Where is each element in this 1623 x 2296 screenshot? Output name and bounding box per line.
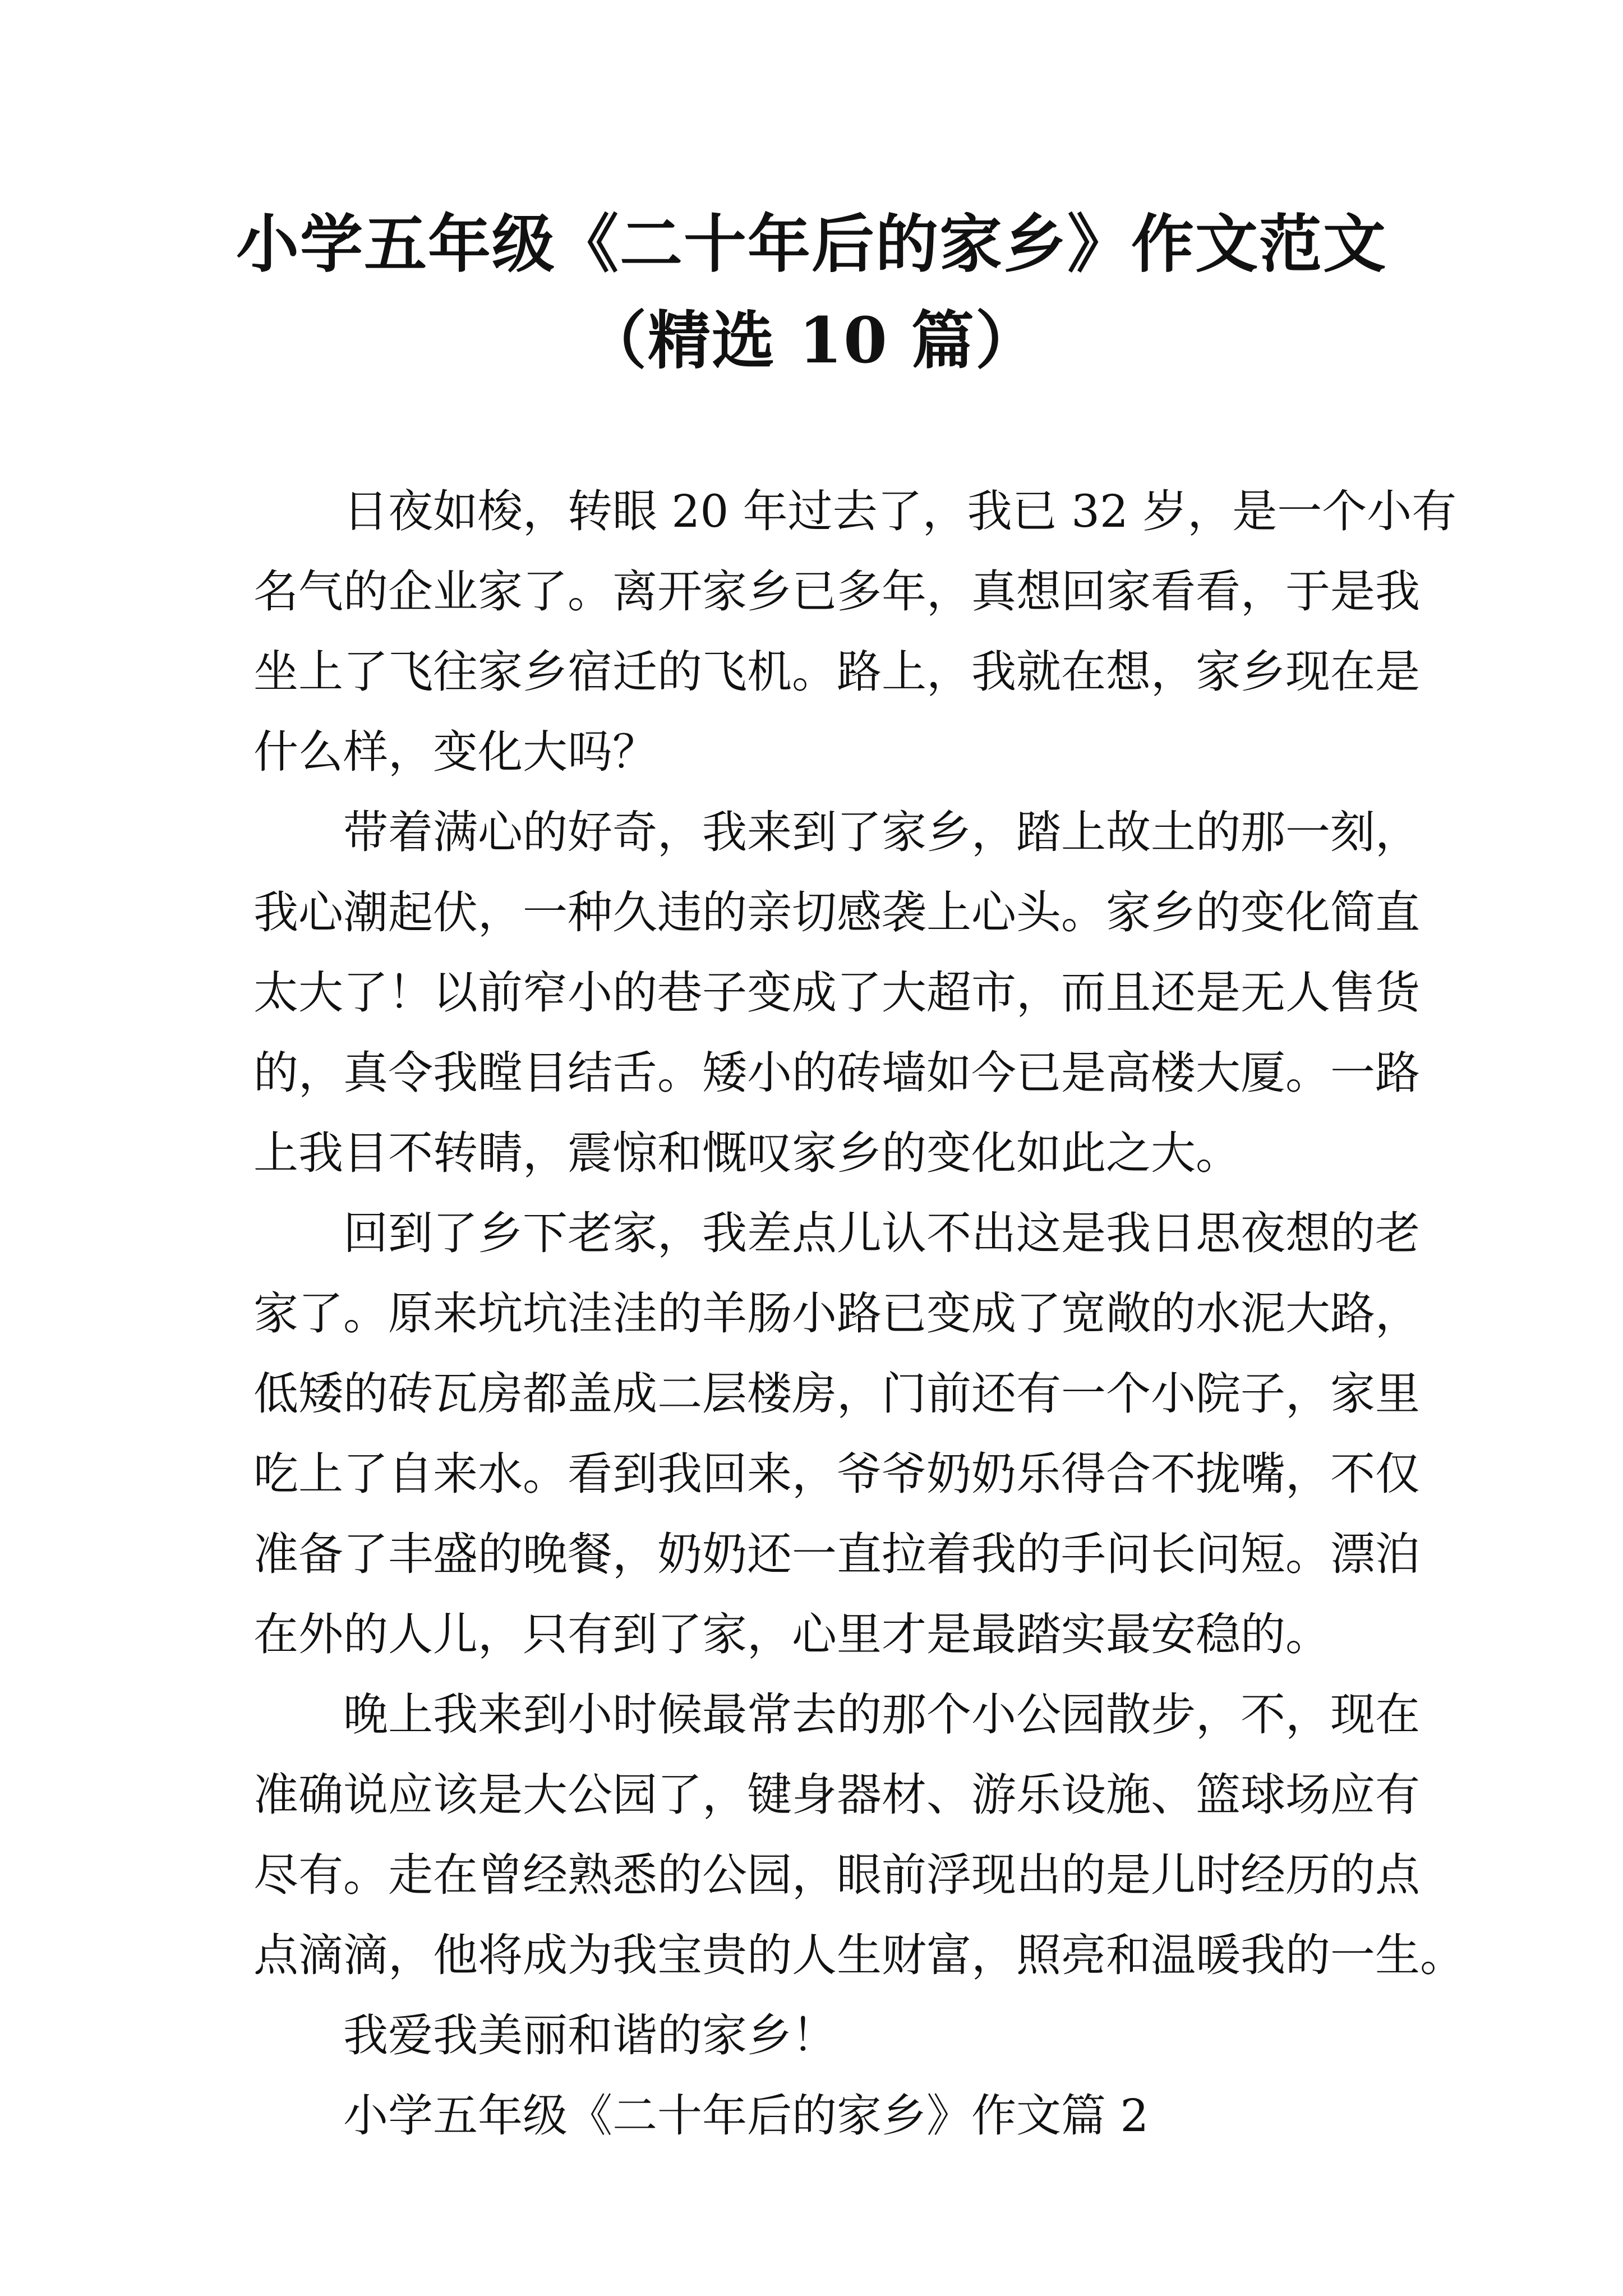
text-line: 晚上我来到小时候最常去的那个小公园散步，不，现在 — [343, 1688, 1420, 1741]
text-line: 回到了乡下老家，我差点儿认不出这是我日思夜想的老 — [343, 1207, 1420, 1259]
text-line: 什么样，变化大吗？ — [253, 726, 657, 778]
text-line: 上我目不转睛，震惊和慨叹家乡的变化如此之大。 — [253, 1127, 1241, 1179]
text-line: 的，真令我瞠目结舌。矮小的砖墙如今已是高楼大厦。一路 — [253, 1047, 1420, 1099]
text-line: 坐上了飞往家乡宿迁的飞机。路上，我就在想，家乡现在是 — [253, 646, 1420, 698]
text-line: 吃上了自来水。看到我回来，爷爷奶奶乐得合不拢嘴，不仅 — [253, 1448, 1420, 1500]
text-line: 带着满心的好奇，我来到了家乡，踏上故土的那一刻， — [343, 806, 1420, 858]
document-title — [168, 196, 1455, 389]
title-line-2: （精选 10 篇） — [584, 304, 1039, 378]
text-line: 低矮的砖瓦房都盖成二层楼房，门前还有一个小院子，家里 — [253, 1368, 1420, 1420]
text-line: 在外的人儿，只有到了家，心里才是最踏实最安稳的。 — [253, 1608, 1330, 1660]
text-line: 小学五年级《二十年后的家乡》作文篇 2 — [343, 2090, 1149, 2142]
text-line: 准备了丰盛的晚餐，奶奶还一直拉着我的手问长问短。漂泊 — [253, 1528, 1420, 1580]
text-line: 准确说应该是大公园了，键身器材、游乐设施、篮球场应有 — [253, 1769, 1420, 1821]
text-line: 点滴滴，他将成为我宝贵的人生财富，照亮和温暖我的一生。 — [253, 1929, 1465, 1981]
text-line: 我爱我美丽和谐的家乡！ — [343, 2009, 837, 2062]
text-line: 家了。原来坑坑洼洼的羊肠小路已变成了宽敞的水泥大路， — [253, 1287, 1420, 1340]
title-line-1: 小学五年级《二十年后的家乡》作文范文 — [236, 208, 1387, 281]
text-line: 日夜如梭，转眼 20 年过去了，我已 32 岁，是一个小有 — [343, 485, 1457, 537]
document-body — [253, 471, 1465, 2156]
text-line: 尽有。走在曾经熟悉的公园，眼前浮现出的是儿时经历的点 — [253, 1849, 1420, 1901]
text-line: 太大了！以前窄小的巷子变成了大超市，而且还是无人售货 — [253, 967, 1420, 1019]
text-line: 我心潮起伏，一种久违的亲切感袭上心头。家乡的变化简直 — [253, 886, 1420, 938]
text-line: 名气的企业家了。离开家乡已多年，真想回家看看，于是我 — [253, 565, 1420, 618]
